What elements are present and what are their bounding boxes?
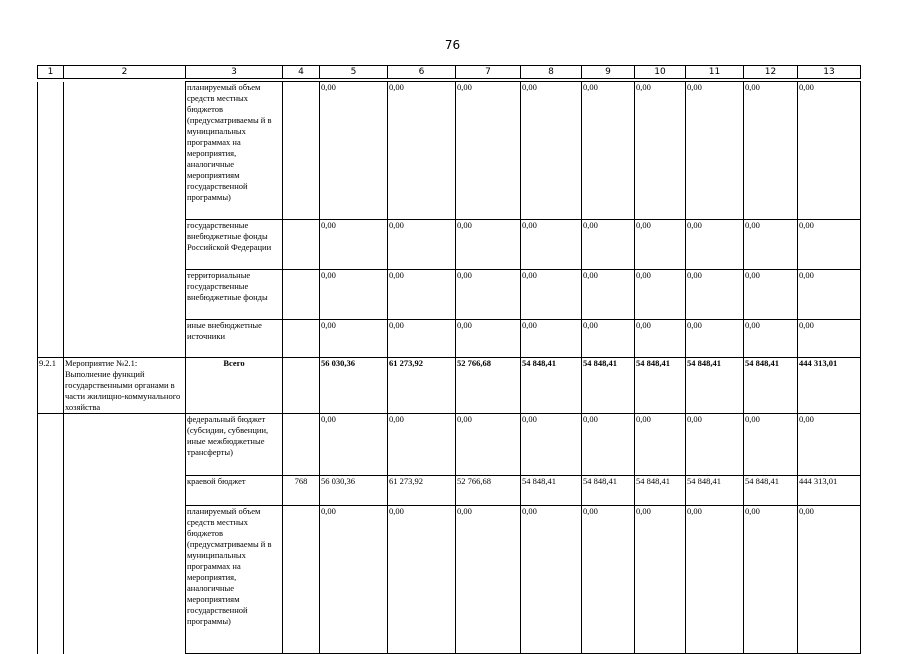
value-cell: 0,00 — [798, 82, 861, 220]
value-cell: 54 848,41 — [521, 358, 582, 414]
value-cell: 0,00 — [686, 320, 744, 358]
value-cell: 0,00 — [744, 506, 798, 654]
row-code-cell — [38, 220, 64, 270]
value-cell: 0,00 — [456, 270, 521, 320]
value-cell: 0,00 — [798, 506, 861, 654]
col-number: 4 — [283, 66, 320, 79]
value-cell: 0,00 — [456, 320, 521, 358]
row-code-cell — [38, 270, 64, 320]
value-cell: 56 030,36 — [320, 476, 388, 506]
value-cell: 0,00 — [635, 414, 686, 476]
col-number: 2 — [64, 66, 186, 79]
value-cell: 0,00 — [320, 220, 388, 270]
value-cell: 0,00 — [635, 270, 686, 320]
value-cell: 0,00 — [582, 270, 635, 320]
table-row — [38, 414, 861, 476]
measure-name-cell — [64, 476, 186, 506]
value-cell: 0,00 — [686, 414, 744, 476]
value-cell: 0,00 — [798, 320, 861, 358]
measure-name-cell — [64, 220, 186, 270]
value-cell: 0,00 — [798, 270, 861, 320]
value-cell: 0,00 — [744, 320, 798, 358]
col-number: 1 — [38, 66, 64, 79]
col-number: 8 — [521, 66, 582, 79]
table-row — [38, 320, 861, 358]
value-cell: 56 030,36 — [320, 358, 388, 414]
value-cell: 52 766,68 — [456, 476, 521, 506]
code-cell — [283, 82, 320, 220]
funding-source-cell: иные внебюджетные источники — [186, 320, 283, 358]
value-cell: 61 273,92 — [388, 476, 456, 506]
value-cell: 444 313,01 — [798, 476, 861, 506]
col-number: 7 — [456, 66, 521, 79]
value-cell: 0,00 — [744, 82, 798, 220]
value-cell: 0,00 — [521, 506, 582, 654]
measure-name-cell — [64, 506, 186, 654]
value-cell: 0,00 — [582, 220, 635, 270]
value-cell: 444 313,01 — [798, 358, 861, 414]
column-header-table — [37, 65, 861, 79]
col-number: 10 — [635, 66, 686, 79]
value-cell: 0,00 — [582, 506, 635, 654]
value-cell: 0,00 — [798, 414, 861, 476]
funding-source-cell: планируемый объем средств местных бюджетов (предусматриваемы й в муниципальных программах на мероприятия, аналогичные мероприятиям государственной программы) — [186, 82, 283, 220]
funding-source-cell: государственные внебюджетные фонды Российской Федерации — [186, 220, 283, 270]
col-number: 13 — [798, 66, 861, 79]
table-row — [38, 82, 861, 220]
code-cell: 768 — [283, 476, 320, 506]
value-cell: 54 848,41 — [582, 358, 635, 414]
value-cell: 0,00 — [744, 414, 798, 476]
funding-source-cell: Всего — [186, 358, 283, 414]
row-code-cell — [38, 82, 64, 220]
code-cell — [283, 414, 320, 476]
value-cell: 54 848,41 — [582, 476, 635, 506]
value-cell: 0,00 — [521, 82, 582, 220]
value-cell: 0,00 — [798, 220, 861, 270]
value-cell: 0,00 — [320, 320, 388, 358]
value-cell: 0,00 — [635, 506, 686, 654]
value-cell: 0,00 — [388, 270, 456, 320]
funding-source-cell: территориальные государственные внебюджетные фонды — [186, 270, 283, 320]
code-cell — [283, 358, 320, 414]
value-cell: 0,00 — [686, 82, 744, 220]
value-cell: 0,00 — [744, 220, 798, 270]
row-code-cell — [38, 506, 64, 654]
value-cell: 0,00 — [456, 82, 521, 220]
table-row — [38, 220, 861, 270]
value-cell: 0,00 — [456, 220, 521, 270]
value-cell: 0,00 — [582, 414, 635, 476]
code-cell — [283, 506, 320, 654]
value-cell: 0,00 — [582, 320, 635, 358]
value-cell: 0,00 — [686, 220, 744, 270]
table-row — [38, 270, 861, 320]
value-cell: 0,00 — [320, 414, 388, 476]
row-code-cell — [38, 414, 64, 476]
value-cell: 0,00 — [456, 506, 521, 654]
value-cell: 0,00 — [635, 320, 686, 358]
page-number: 76 — [444, 38, 461, 52]
value-cell: 0,00 — [635, 82, 686, 220]
measure-name-cell — [64, 270, 186, 320]
value-cell: 54 848,41 — [744, 476, 798, 506]
value-cell: 0,00 — [521, 414, 582, 476]
value-cell: 0,00 — [686, 270, 744, 320]
value-cell: 0,00 — [388, 82, 456, 220]
value-cell: 54 848,41 — [686, 476, 744, 506]
value-cell: 54 848,41 — [521, 476, 582, 506]
col-number: 6 — [388, 66, 456, 79]
value-cell: 0,00 — [320, 506, 388, 654]
value-cell: 0,00 — [521, 220, 582, 270]
code-cell — [283, 220, 320, 270]
column-number-row — [38, 66, 861, 79]
value-cell: 0,00 — [686, 506, 744, 654]
value-cell: 0,00 — [521, 320, 582, 358]
value-cell: 0,00 — [388, 414, 456, 476]
value-cell: 0,00 — [456, 414, 521, 476]
funding-source-cell: краевой бюджет — [186, 476, 283, 506]
value-cell: 0,00 — [388, 220, 456, 270]
funding-source-cell: федеральный бюджет (субсидии, субвенции, иные межбюджетные трансферты) — [186, 414, 283, 476]
budget-table — [37, 81, 861, 654]
col-number: 11 — [686, 66, 744, 79]
value-cell: 0,00 — [521, 270, 582, 320]
value-cell: 0,00 — [635, 220, 686, 270]
measure-name-cell — [64, 414, 186, 476]
value-cell: 0,00 — [320, 270, 388, 320]
col-number: 9 — [582, 66, 635, 79]
value-cell: 0,00 — [388, 506, 456, 654]
table-row — [38, 476, 861, 506]
col-number: 3 — [186, 66, 283, 79]
value-cell: 54 848,41 — [686, 358, 744, 414]
value-cell: 54 848,41 — [635, 476, 686, 506]
value-cell: 0,00 — [744, 270, 798, 320]
measure-name-cell — [64, 82, 186, 220]
value-cell: 0,00 — [388, 320, 456, 358]
col-number: 12 — [744, 66, 798, 79]
code-cell — [283, 270, 320, 320]
value-cell: 0,00 — [320, 82, 388, 220]
measure-name-cell — [64, 320, 186, 358]
value-cell: 54 848,41 — [744, 358, 798, 414]
row-code-cell — [38, 320, 64, 358]
value-cell: 54 848,41 — [635, 358, 686, 414]
value-cell: 0,00 — [582, 82, 635, 220]
funding-source-cell: планируемый объем средств местных бюджетов (предусматриваемы й в муниципальных программах на мероприятия, аналогичные мероприятиям государственной программы) — [186, 506, 283, 654]
table-row-total — [38, 358, 861, 414]
row-code-cell: 9.2.1 — [38, 358, 64, 414]
value-cell: 61 273,92 — [388, 358, 456, 414]
code-cell — [283, 320, 320, 358]
row-code-cell — [38, 476, 64, 506]
measure-name-cell: Мероприятие №2.1: Выполнение функций государственными органами в части жилищно-коммунального хозяйства — [64, 358, 186, 414]
col-number: 5 — [320, 66, 388, 79]
value-cell: 52 766,68 — [456, 358, 521, 414]
table-row — [38, 506, 861, 654]
